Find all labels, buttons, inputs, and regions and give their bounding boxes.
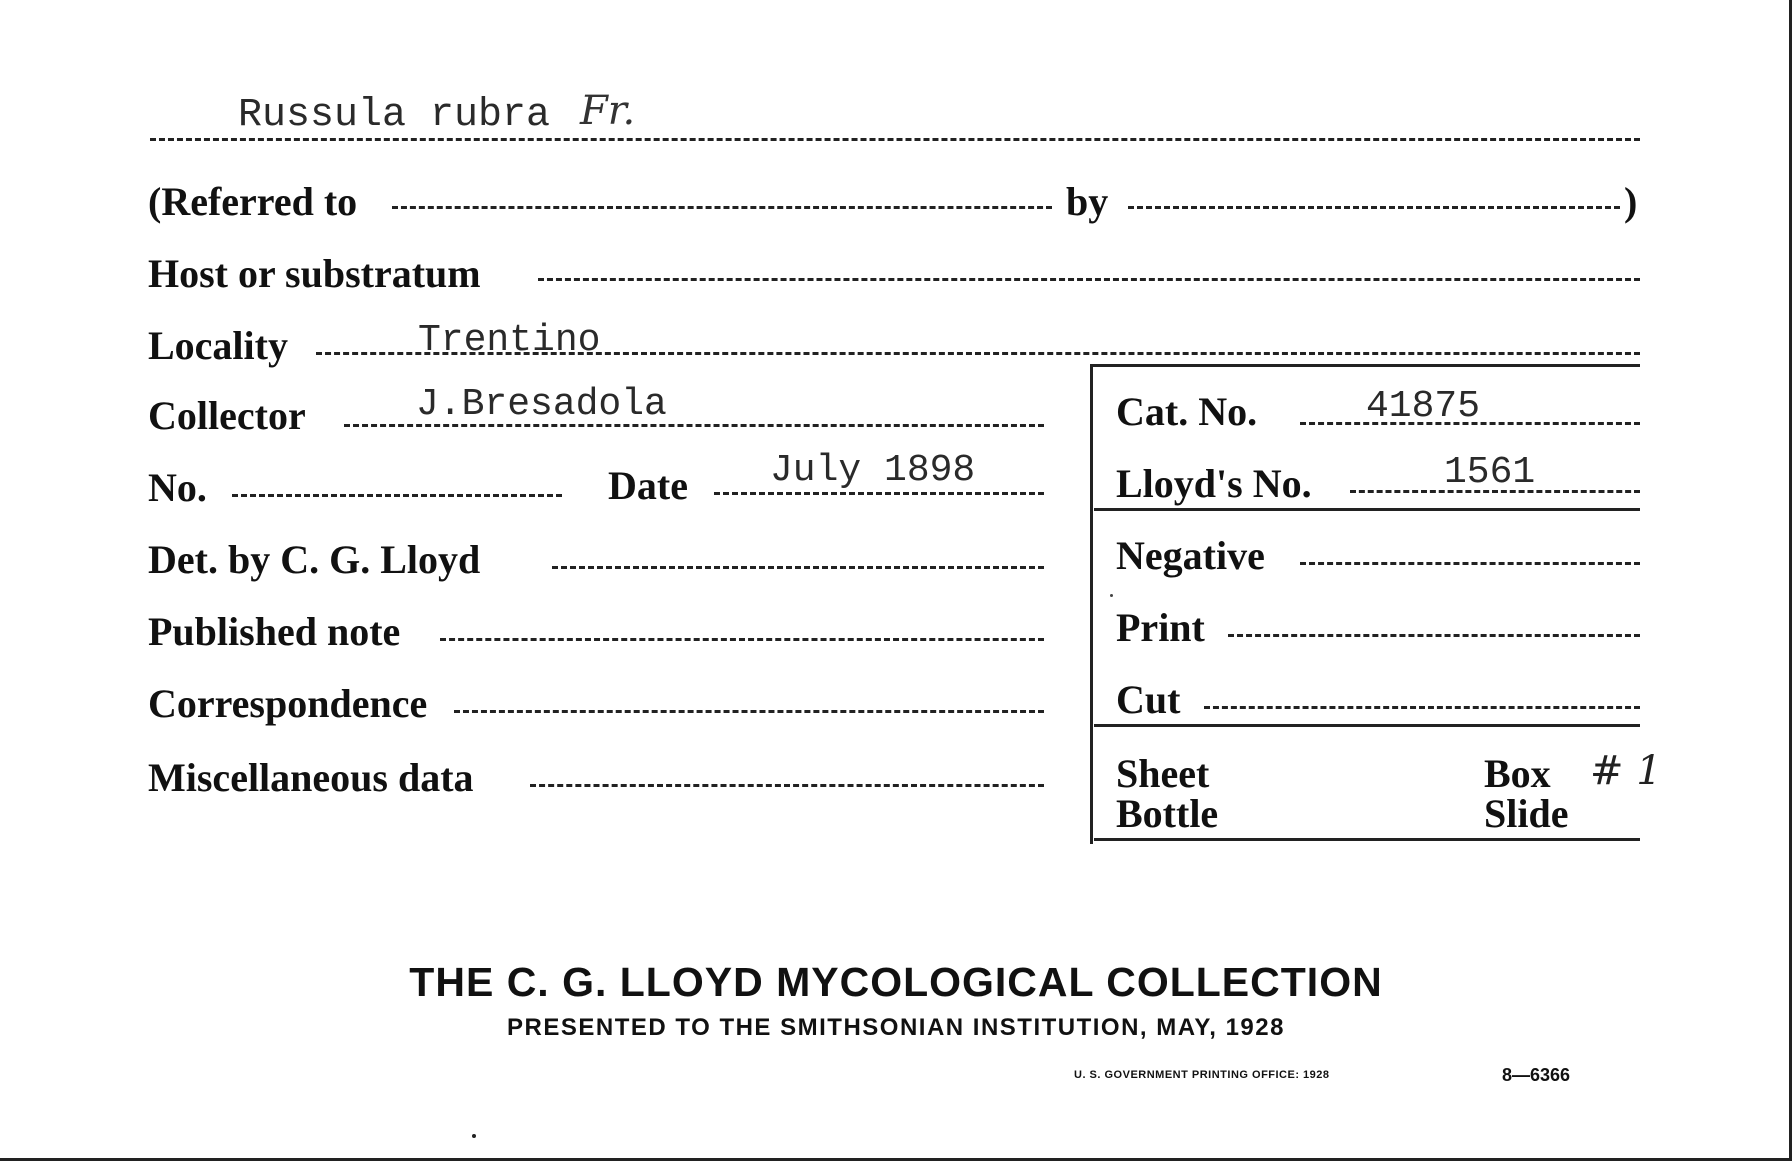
form-number: 8—6366 <box>1502 1065 1571 1085</box>
negative-line <box>1300 562 1640 565</box>
printer-imprint: U. S. GOVERNMENT PRINTING OFFICE: 1928 <box>1074 1069 1330 1081</box>
collector-label: Collector <box>148 393 306 438</box>
correspondence-line <box>454 710 1044 713</box>
host-label: Host or substratum <box>148 251 481 296</box>
box-label: Box <box>1484 751 1551 796</box>
lloyds-no-value: 1561 <box>1444 451 1536 494</box>
collection-subtitle: PRESENTED TO THE SMITHSONIAN INSTITUTION, MAY, 1928 <box>507 1014 1285 1041</box>
box-divider-lower <box>1094 724 1640 727</box>
date-label: Date <box>608 463 688 508</box>
box-top-border <box>1090 364 1640 367</box>
collector-line <box>344 424 1044 427</box>
cat-no-label: Cat. No. <box>1116 389 1258 434</box>
print-line <box>1228 634 1640 637</box>
box-number-value: # 1 <box>1590 748 1662 794</box>
cut-line <box>1204 706 1640 709</box>
species-author-annotation: Fr. <box>580 88 636 134</box>
no-label: No. <box>148 465 207 510</box>
host-line <box>538 278 1640 281</box>
box-left-border <box>1090 364 1093 844</box>
box-divider-upper <box>1094 508 1640 511</box>
close-paren: ) <box>1624 179 1638 224</box>
species-line <box>150 138 1640 141</box>
locality-label: Locality <box>148 323 288 368</box>
cat-no-line <box>1300 422 1640 425</box>
collection-title: THE C. G. LLOYD MYCOLOGICAL COLLECTION <box>409 959 1383 1005</box>
by-label: by <box>1066 179 1109 224</box>
print-label: Print <box>1116 605 1205 650</box>
sheet-label: Sheet <box>1116 751 1210 796</box>
box-bottom-border <box>1094 838 1640 841</box>
collector-value: J.Bresadola <box>416 383 667 426</box>
cut-label: Cut <box>1116 677 1181 722</box>
lloyds-no-line <box>1350 490 1640 493</box>
misc-data-line <box>530 784 1044 787</box>
by-line <box>1128 206 1620 209</box>
published-note-line <box>440 638 1044 641</box>
species-name: Russula rubra <box>238 93 551 138</box>
slide-label: Slide <box>1484 791 1569 836</box>
date-value: July 1898 <box>770 449 976 492</box>
misc-data-label: Miscellaneous data <box>148 755 474 800</box>
lloyds-no-label: Lloyd's No. <box>1116 461 1312 506</box>
no-line <box>232 494 562 497</box>
det-by-line <box>552 566 1044 569</box>
correspondence-label: Correspondence <box>148 681 428 726</box>
paper-speck <box>1110 594 1113 597</box>
bottle-label: Bottle <box>1116 791 1219 836</box>
paper-speck <box>472 1134 476 1138</box>
det-by-label: Det. by C. G. Lloyd <box>148 537 481 582</box>
referred-to-line <box>392 206 1052 209</box>
published-note-label: Published note <box>148 609 401 654</box>
locality-line <box>316 352 1640 355</box>
referred-to-label: (Referred to <box>148 179 358 224</box>
cat-no-value: 41875 <box>1366 385 1481 428</box>
locality-value: Trentino <box>418 319 601 362</box>
date-line <box>714 492 1044 495</box>
negative-label: Negative <box>1116 533 1265 578</box>
